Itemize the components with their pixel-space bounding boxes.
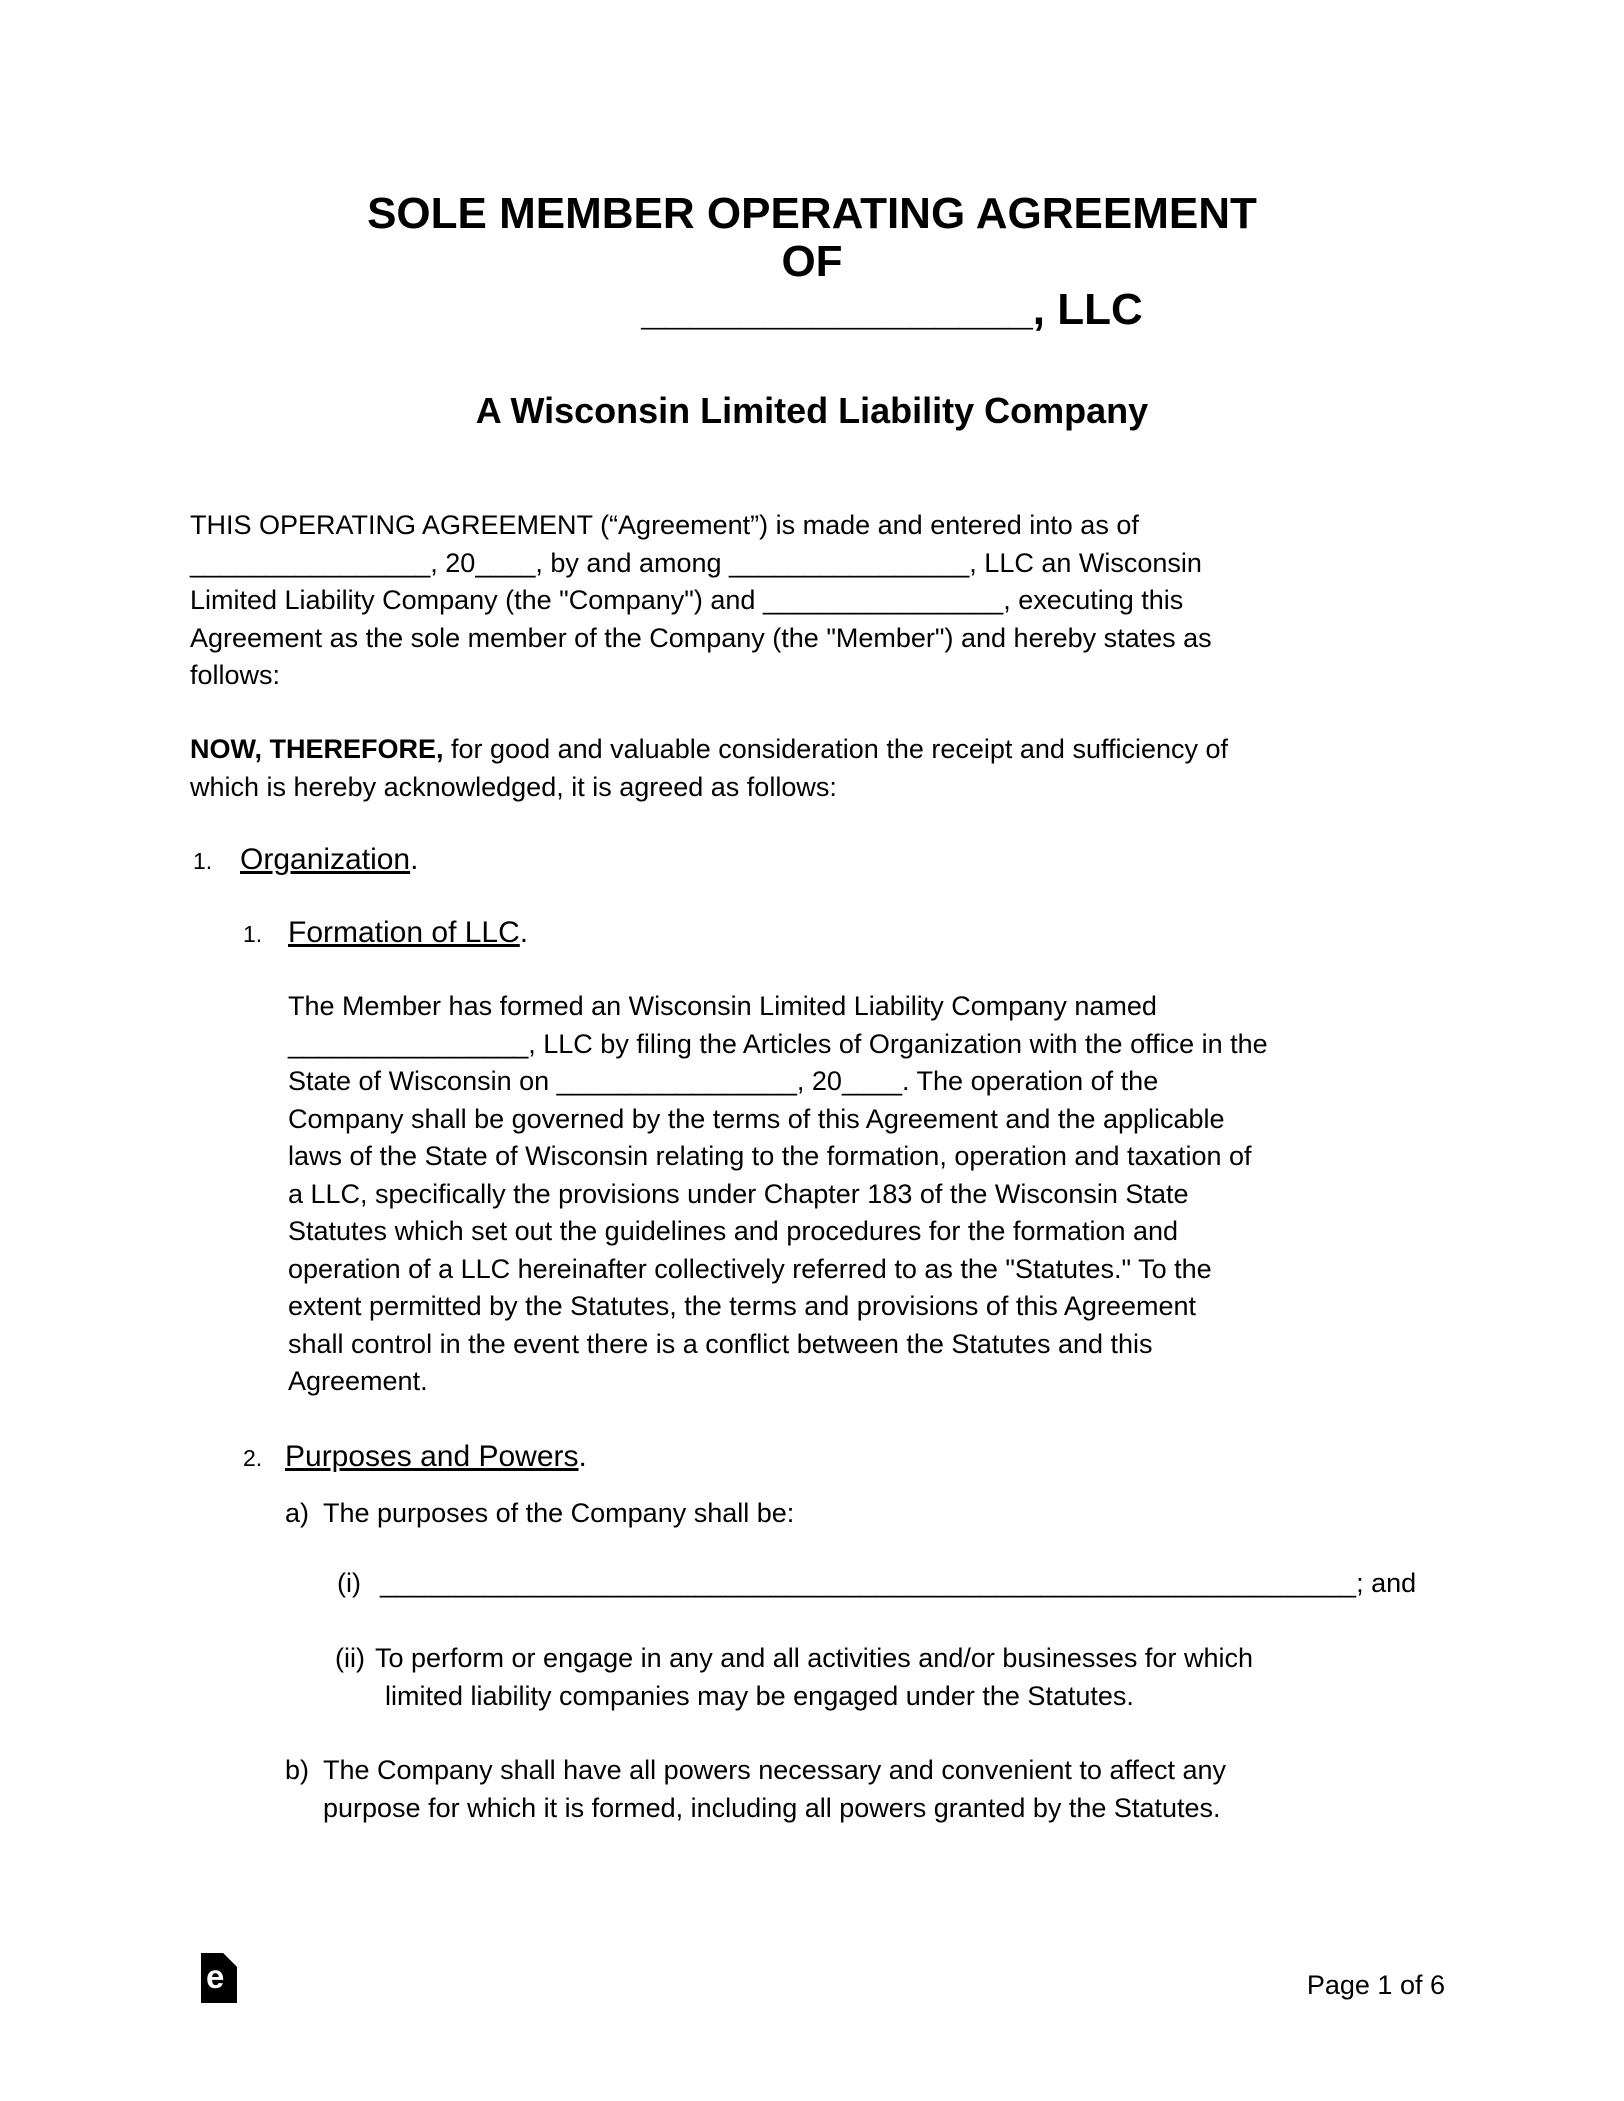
formation-paragraph-line — [288, 1026, 1478, 1064]
document-title-line — [0, 190, 1624, 238]
list-marker: b) — [285, 1755, 310, 1785]
text-run: , LLC by filing the Articles of Organization with the office in the — [528, 1028, 1268, 1059]
text-run: , 20 — [430, 547, 476, 578]
text-run: which is hereby acknowledged, it is agreed as follows: — [190, 771, 837, 802]
text-run: a LLC, specifically the provisions under Chapter 183 of the Wisconsin State — [288, 1178, 1189, 1209]
document-title-line — [0, 286, 1624, 334]
eforms-logo — [201, 1953, 237, 2003]
blank-field: ____ — [475, 547, 536, 578]
blank-field: ________________ — [641, 285, 1033, 334]
text-run: , executing this — [1003, 585, 1184, 615]
text-run: Formation of LLC — [288, 916, 520, 949]
item-a-purposes — [285, 1495, 1485, 1533]
text-run: Statutes which set out the guidelines and procedures for the formation and — [288, 1216, 1179, 1246]
text-run: THIS OPERATING AGREEMENT (“Agreement”) is made and entered into as of — [190, 510, 1139, 540]
text-run: extent permitted by the Statutes, the terms and provisions of this Agreement — [288, 1291, 1196, 1321]
item-b-powers — [285, 1752, 1495, 1827]
blank-field: ________________ — [288, 1028, 529, 1059]
blank-field: ________________ — [556, 1066, 797, 1096]
formation-paragraph-line — [288, 988, 1478, 1026]
blank-field: _________________________________________________________________ — [380, 1568, 1357, 1598]
intro-paragraph-line — [190, 582, 1490, 620]
section-organization-line — [193, 840, 1493, 881]
now-therefore-paragraph-line — [190, 731, 1490, 769]
text-run: . — [410, 843, 419, 876]
item-ii-perform-activities-line — [335, 1678, 1495, 1716]
formation-paragraph-line — [288, 1063, 1478, 1101]
folded-corner-icon — [223, 1953, 236, 1966]
text-run: The Member has formed an Wisconsin Limited Liability Company named — [288, 991, 1157, 1021]
blank-field: ________________ — [190, 547, 431, 578]
formation-paragraph-line — [288, 1138, 1478, 1176]
item-i-purpose-blank — [337, 1565, 1487, 1603]
list-marker: 2. — [243, 1445, 263, 1471]
text-run: Organization — [240, 843, 411, 876]
intro-paragraph — [190, 507, 1490, 695]
text-run: operation of a LLC hereinafter collectively referred to as the "Statutes." To the — [288, 1253, 1212, 1284]
subsection-formation-of-llc — [243, 913, 1493, 954]
subsection-purposes-and-powers-line — [243, 1437, 1493, 1478]
eforms-logo-letter: e — [206, 1958, 225, 1995]
text-run: , LLC an Wisconsin — [969, 547, 1202, 578]
item-a-purposes-line — [285, 1495, 1485, 1533]
blank-field: ________________ — [729, 547, 970, 578]
subsection-formation-of-llc-line — [243, 913, 1493, 954]
text-run: . — [519, 916, 529, 949]
text-run: The Company shall have all powers necessary and convenient to affect any — [323, 1755, 1227, 1785]
intro-paragraph-line — [190, 620, 1490, 658]
document-title-line — [0, 238, 1624, 286]
formation-paragraph-line — [288, 1363, 1478, 1401]
now-therefore-paragraph — [190, 731, 1490, 806]
list-marker: 1. — [193, 848, 213, 874]
text-run: laws of the State of Wisconsin relating to the formation, operation and taxation of — [288, 1141, 1252, 1171]
text-run: Limited Liability Company (the "Company") and — [190, 585, 763, 615]
document-subtitle-line — [0, 389, 1624, 433]
formation-paragraph-line — [288, 1213, 1478, 1251]
text-run: SOLE MEMBER OPERATING AGREEMENT — [367, 189, 1257, 238]
text-run: , by and among — [535, 547, 730, 578]
text-run: shall control in the event there is a conflict between the Statutes and this — [288, 1328, 1153, 1359]
list-marker: (ii) — [335, 1643, 365, 1673]
formation-paragraph-line — [288, 1288, 1478, 1326]
text-run: Company shall be governed by the terms of this Agreement and the applicable — [288, 1103, 1225, 1134]
list-marker: a) — [285, 1498, 310, 1528]
text-run: Agreement. — [288, 1366, 428, 1396]
intro-paragraph-line — [190, 507, 1490, 545]
item-ii-perform-activities — [335, 1640, 1495, 1715]
item-b-powers-line — [285, 1790, 1495, 1828]
text-run: purpose for which it is formed, including all powers granted by the Statutes. — [323, 1792, 1221, 1823]
text-run: NOW, THEREFORE, — [190, 734, 444, 764]
text-run: The purposes of the Company shall be: — [323, 1498, 795, 1528]
text-run: for good and valuable consideration the receipt and sufficiency of — [443, 734, 1229, 764]
text-run: limited liability companies may be engaged under the Statutes. — [385, 1680, 1134, 1711]
formation-paragraph-line — [288, 1176, 1478, 1214]
blank-field: ____ — [841, 1066, 903, 1096]
formation-paragraph — [288, 988, 1478, 1401]
document-title — [0, 190, 1624, 334]
text-run: ; and — [1356, 1568, 1417, 1598]
text-run: Purposes and Powers — [285, 1440, 579, 1473]
list-marker: (i) — [337, 1568, 361, 1598]
text-run: . The operation of the — [902, 1066, 1159, 1096]
text-run: A Wisconsin Limited Liability Company — [475, 390, 1149, 431]
text-run: follows: — [190, 660, 281, 690]
text-run: To perform or engage in any and all activities and/or businesses for which — [375, 1643, 1253, 1673]
item-b-powers-line — [285, 1752, 1495, 1790]
now-therefore-paragraph-line — [190, 769, 1490, 807]
text-run: OF — [781, 237, 843, 286]
text-run: Agreement as the sole member of the Company (the "Member") and hereby states as — [190, 622, 1212, 653]
formation-paragraph-line — [288, 1251, 1478, 1289]
intro-paragraph-line — [190, 545, 1490, 583]
item-ii-perform-activities-line — [335, 1640, 1495, 1678]
formation-paragraph-line — [288, 1101, 1478, 1139]
text-run: . — [578, 1440, 587, 1473]
text-run: , LLC — [1032, 285, 1143, 334]
document-subtitle — [0, 389, 1624, 433]
list-marker: 1. — [243, 921, 263, 947]
blank-field: ________________ — [762, 585, 1004, 615]
intro-paragraph-line — [190, 657, 1490, 695]
page-number: Page 1 of 6 — [1306, 1970, 1445, 2000]
item-i-purpose-blank-line — [337, 1565, 1487, 1603]
text-run: State of Wisconsin on — [288, 1066, 557, 1096]
formation-paragraph-line — [288, 1326, 1478, 1364]
text-run: , 20 — [796, 1066, 842, 1096]
subsection-purposes-and-powers — [243, 1437, 1493, 1478]
section-organization — [193, 840, 1493, 881]
